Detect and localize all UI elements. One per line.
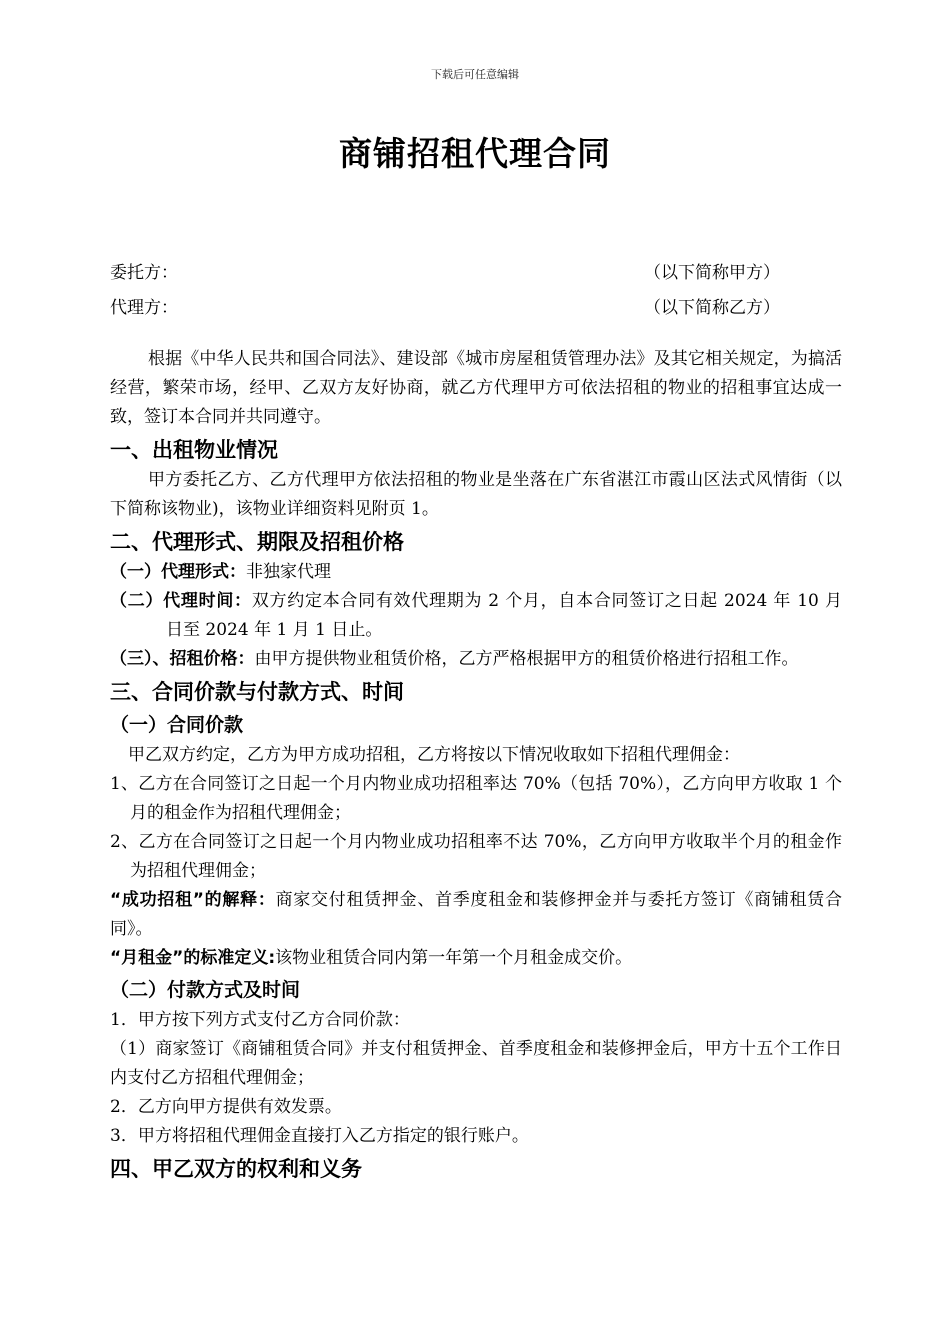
commission-item-1: 1、乙方在合同签订之日起一个月内物业成功招租率达 70%（包括 70%），乙方向甲方收取 1 个月的租金作为招租代理佣金； <box>110 774 842 823</box>
principal-row <box>110 258 780 283</box>
payment-item-2: 2．乙方向甲方提供有效发票。 <box>110 1097 342 1117</box>
definition-success <box>110 886 842 944</box>
definition-monthly-rent <box>110 944 842 973</box>
agency-period-label: （二）代理时间： <box>110 591 252 611</box>
payment-item-1a: （1）商家签订《商铺租赁合同》并支付租赁押金、首季度租金和装修押金后，甲方十五个工作日内支付乙方招租代理佣金； <box>110 1039 842 1088</box>
agency-period-item <box>110 587 860 645</box>
payment-item-1: 1．甲方按下列方式支付乙方合同价款： <box>110 1010 410 1030</box>
document-title: 商铺招租代理合同 <box>339 134 611 173</box>
section-1-body: 甲方委托乙方、乙方代理甲方依法招租的物业是坐落在广东省湛江市霞山区法式风情街（以下简称该物业)，该物业详细资料见附页 1。 <box>110 470 842 519</box>
contract-price-heading: （一）合同价款 <box>110 714 244 736</box>
rent-price-label: （三）、招租价格： <box>110 649 255 669</box>
section-3-heading: 三、合同价款与付款方式、时间 <box>110 680 404 704</box>
definition-success-label: “成功招租”的解释： <box>110 890 276 910</box>
agency-form-label: （一）代理形式： <box>110 562 246 582</box>
header-note: 下载后可任意编辑 <box>431 68 519 81</box>
agent-suffix: （以下简称乙方） <box>644 298 780 318</box>
contract-body <box>110 345 860 1185</box>
agency-period-text: 双方约定本合同有效代理期为 2 个月，自本合同签订之日起 2024 年 10 月 日至 2024 年 1 月 1 日止。 <box>166 591 860 640</box>
rent-price-text: 由甲方提供物业租赁价格，乙方严格根据甲方的租赁价格进行招租工作。 <box>254 649 799 669</box>
agent-label: 代理方： <box>110 298 178 318</box>
payment-heading: （二）付款方式及时间 <box>110 979 301 1001</box>
definition-monthly-rent-text: 该物业租赁合同内第一年第一个月租金成交价。 <box>275 948 633 968</box>
principal-suffix: （以下简称甲方） <box>644 263 780 283</box>
definition-monthly-rent-label: “月租金”的标准定义: <box>110 948 276 968</box>
commission-intro: 甲乙双方约定，乙方为甲方成功招租，乙方将按以下情况收取如下招租代理佣金： <box>128 745 740 765</box>
payment-item-3: 3．甲方将招租代理佣金直接打入乙方指定的银行账户。 <box>110 1126 529 1146</box>
definition-success-text: 商家交付租赁押金、首季度租金和装修押金并与委托方签订《商铺租赁合同》。 <box>110 890 842 939</box>
agent-row <box>110 293 780 318</box>
section-4-heading: 四、甲乙双方的权利和义务 <box>110 1157 362 1181</box>
rent-price-item <box>110 645 842 674</box>
preamble-paragraph: 根据《中华人民共和国合同法》、建设部《城市房屋租赁管理办法》及其它相关规定，为搞活经营，繁荣市场，经甲、乙双方友好协商，就乙方代理甲方可依法招租的物业的招租事宜达成一致，签订本合同并共同遵守。 <box>110 349 842 427</box>
agency-form-item <box>110 558 842 587</box>
commission-item-2: 2、乙方在合同签订之日起一个月内物业成功招租率不达 70%，乙方向甲方收取半个月的租金作为招租代理佣金； <box>110 832 842 881</box>
section-1-heading: 一、出租物业情况 <box>110 438 278 462</box>
agency-form-text: 非独家代理 <box>246 562 331 582</box>
section-2-heading: 二、代理形式、期限及招租价格 <box>110 530 404 554</box>
principal-label: 委托方： <box>110 263 178 283</box>
